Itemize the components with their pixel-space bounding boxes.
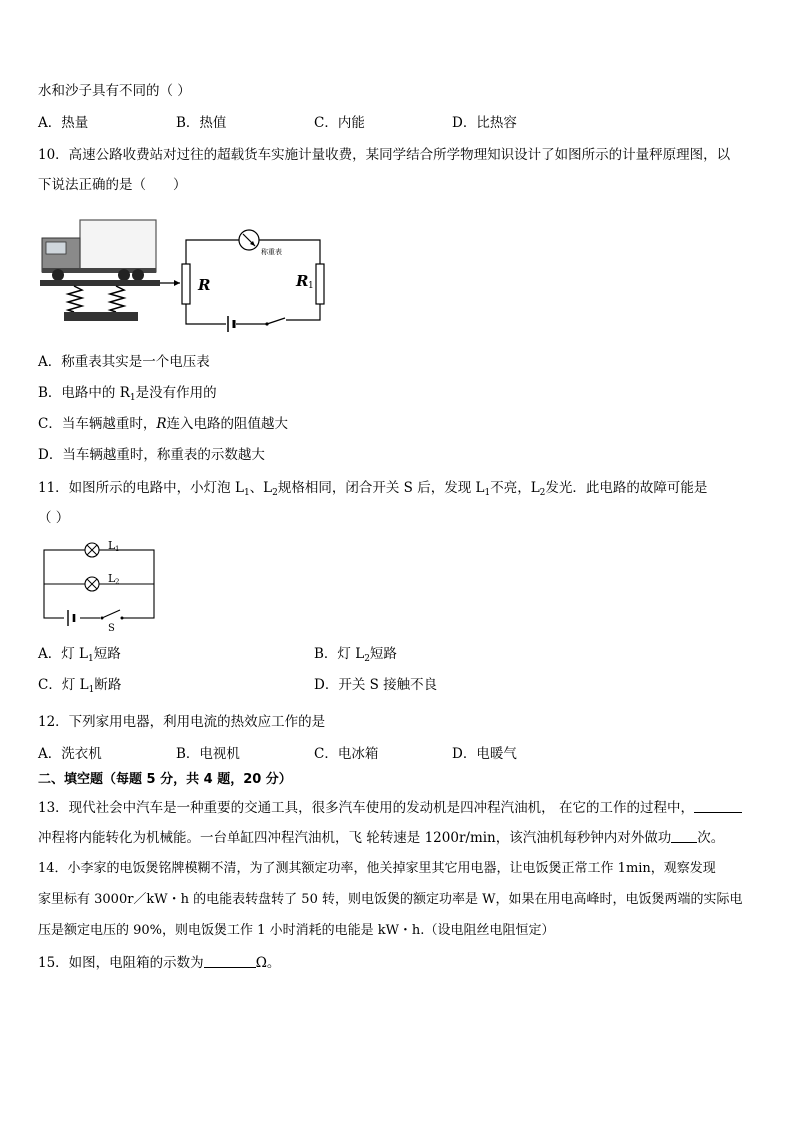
q15-blank[interactable]	[204, 955, 256, 968]
q10-option-c-text: C．当车辆越重时，	[38, 416, 157, 432]
q10-option-c-text-end: 连入电路的阻值越大	[166, 416, 289, 432]
q10-option-b-text-end: 是没有作用的	[135, 385, 217, 401]
q11-circuit-figure	[38, 536, 162, 632]
r1-label-sub: 1	[308, 281, 314, 291]
q13-line2	[38, 829, 724, 847]
spring-right	[110, 286, 124, 312]
q11-option-b	[314, 645, 397, 668]
resistor-r1	[316, 264, 324, 304]
rheostat-r	[182, 264, 190, 304]
q11-stem-part: 发光．此电路的故障可能是	[545, 480, 708, 496]
q11-option-b-text: B．灯 L	[314, 646, 365, 662]
q10-weighing-scale-figure	[38, 212, 338, 332]
q13-line2-text-end: 次。	[697, 830, 725, 846]
q14-line1: 14．小李家的电饭煲铭牌模糊不清，为了测其额定功率，他关掉家里其它用电器，让电饭煲正常工作 1min，观察发现	[38, 861, 716, 876]
q11-option-d: D．开关 S 接触不良	[314, 677, 438, 693]
q11-option-b-text-end: 短路	[369, 646, 397, 662]
q13-blank-1[interactable]	[694, 800, 742, 813]
q14-line2: 家里标有 3000r／kW・h 的电能表转盘转了 50 转，则电饭煲的额定功率是 W，如果在用电高峰时，电饭煲两端的实际电	[38, 892, 743, 907]
q10-stem-line1: 10．高速公路收费站对过往的超载货车实施计量收费，某同学结合所学物理知识设计了如图所示的计量秤原理图，以	[38, 147, 731, 163]
q11-option-a-text-end: 短路	[93, 646, 121, 662]
q11-option-c-sub: 1	[88, 685, 95, 695]
switch-label: S	[108, 623, 115, 632]
q11-sub: 2	[272, 488, 278, 498]
q12-option-c: C．电冰箱	[314, 746, 379, 762]
q10-option-a: A．称重表其实是一个电压表	[38, 354, 210, 370]
q11-sub: 1	[484, 488, 491, 498]
q11-stem-line1	[38, 479, 707, 502]
truck-image	[42, 220, 156, 281]
scale-base	[64, 312, 138, 321]
q10-option-b-text: B．电路中的 R	[38, 385, 130, 401]
q15-stem	[38, 954, 280, 972]
q11-option-a-text: A．灯 L	[38, 646, 89, 662]
q11-sub: 2	[539, 488, 546, 498]
q11-option-a-sub: 1	[88, 654, 94, 664]
q10-option-c-r: R	[156, 416, 167, 432]
switch-icon	[267, 318, 285, 324]
scale-platform	[40, 280, 160, 286]
q10-option-b	[38, 384, 217, 407]
q14-line3: 压是额定电压的 90%，则电饭煲工作 1 小时消耗的电能是 kW・h.（设电阻丝电阻恒定）	[38, 923, 555, 938]
q12-stem: 12．下列家用电器，利用电流的热效应工作的是	[38, 714, 326, 730]
section-title: 二、填空题（每题 5 分，共 4 题，20 分）	[38, 772, 292, 787]
meter-label: 称重表	[261, 248, 282, 256]
l1-label: L	[108, 539, 116, 552]
q11-option-b-sub: 2	[364, 654, 370, 664]
q9-option-d: D．比热容	[452, 115, 517, 131]
q10-option-b-sub: 1	[129, 393, 136, 403]
l2-label-sub: 2	[115, 578, 120, 586]
q12-option-b: B．电视机	[176, 746, 240, 762]
q10-stem-line2: 下说法正确的是（ ）	[38, 177, 187, 193]
q13-line2-text: 冲程将内能转化为机械能。一台单缸四冲程汽油机，飞 轮转速是 1200r/min，该汽油机每秒钟内对外做功	[38, 830, 672, 846]
q12-option-d: D．电暖气	[452, 746, 517, 762]
q11-option-c-text-end: 断路	[94, 677, 122, 693]
r-label: R	[198, 276, 211, 294]
lamp-l1-icon	[85, 543, 99, 557]
q11-option-c	[38, 676, 121, 699]
q11-stem-part: 11．如图所示的电路中，小灯泡 L	[38, 480, 244, 496]
l2-label: L	[108, 572, 116, 585]
q13-line1	[38, 799, 742, 817]
q11-stem-part: 不亮，L	[490, 480, 540, 496]
q13-line1-text: 13．现代社会中汽车是一种重要的交通工具，很多汽车使用的发动机是四冲程汽油机， 在它的工作的过程中，	[38, 800, 694, 816]
q9-option-a: A．热量	[38, 115, 89, 131]
q11-stem-line2: （ ）	[38, 510, 70, 526]
q11-stem-part: 规格相同，闭合开关 S 后，发现 L	[277, 480, 485, 496]
q9-option-c: C．内能	[314, 115, 365, 131]
l1-label-sub: 1	[115, 545, 120, 553]
q11-sub: 1	[243, 488, 250, 498]
lamp-l2-icon	[85, 577, 99, 591]
q10-option-c	[38, 415, 288, 433]
q9-stem: 水和沙子具有不同的（ ）	[38, 83, 191, 99]
q9-option-b: B．热值	[176, 115, 227, 131]
q13-blank-2[interactable]	[671, 830, 697, 843]
q12-option-a: A．洗衣机	[38, 746, 102, 762]
q11-stem-part: 、L	[249, 480, 273, 496]
q15-unit: Ω。	[255, 955, 281, 971]
spring-left	[68, 286, 82, 312]
q10-option-d: D．当车辆越重时，称重表的示数越大	[38, 447, 265, 463]
q15-stem-text: 15．如图，电阻箱的示数为	[38, 955, 204, 971]
q11-option-a	[38, 645, 121, 668]
r1-label: R	[296, 272, 309, 290]
q11-option-c-text: C．灯 L	[38, 677, 89, 693]
